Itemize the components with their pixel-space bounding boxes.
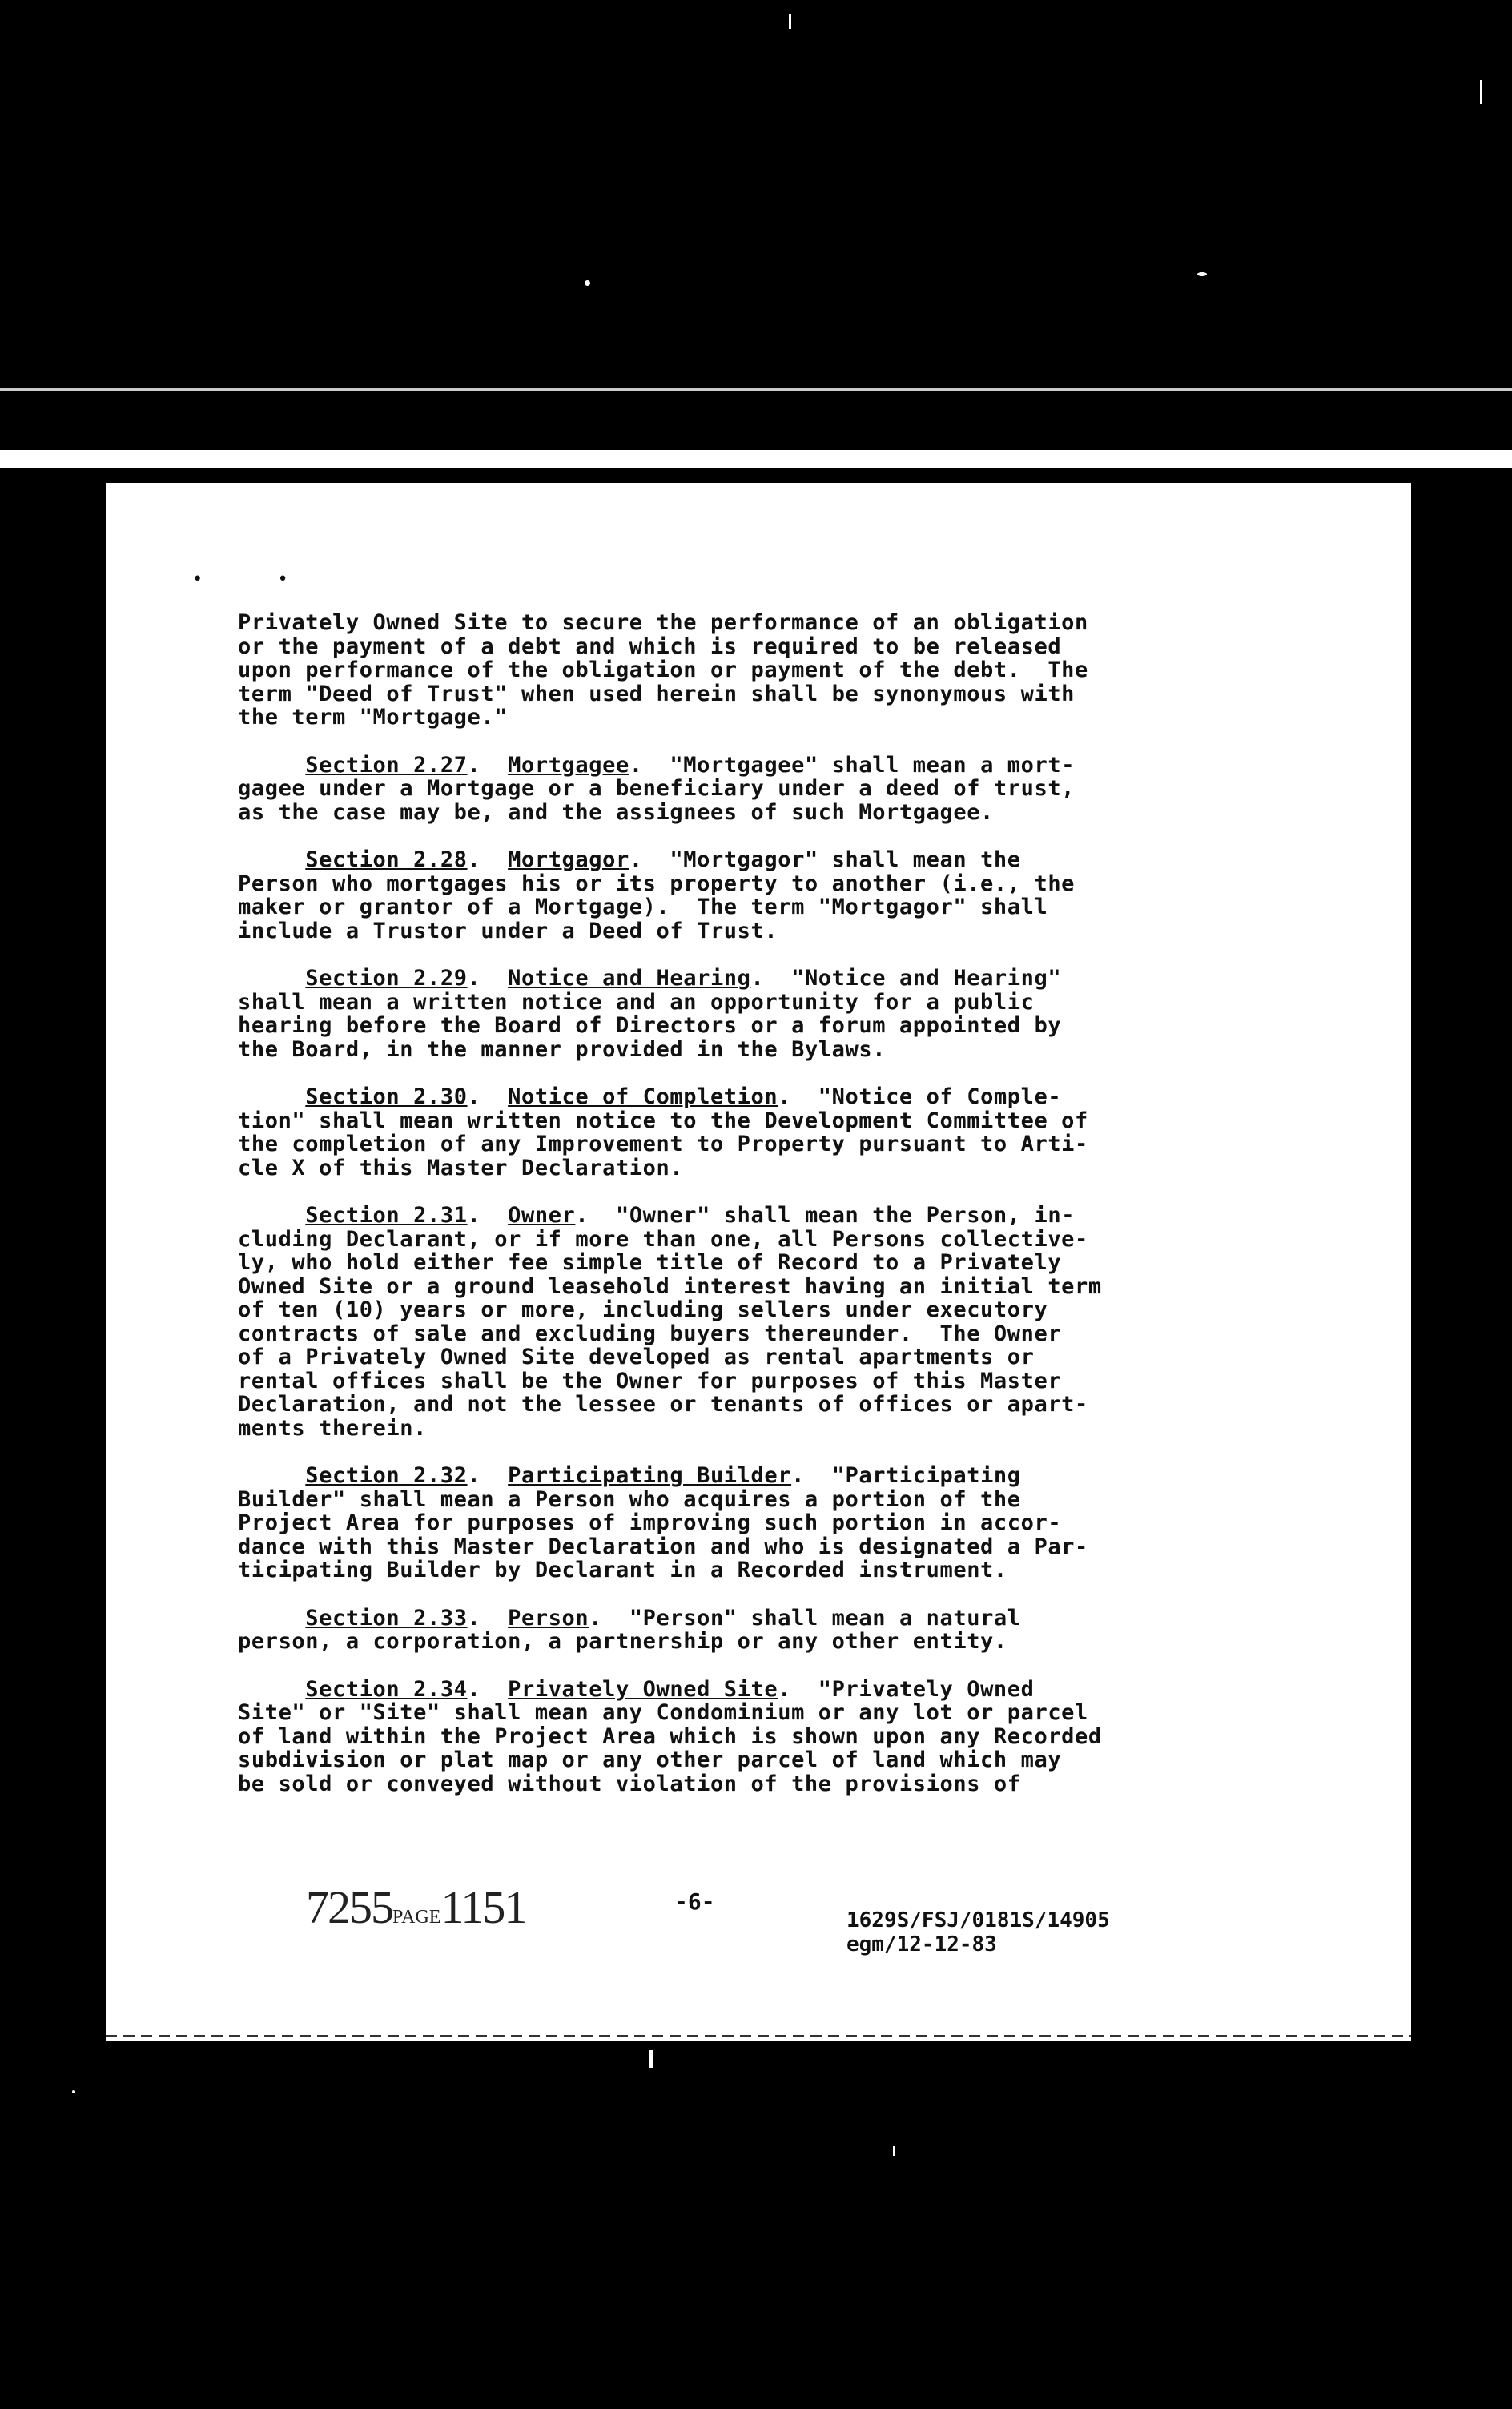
- text-line: of ten (10) years or more, including sellers under executory: [238, 1297, 1048, 1322]
- text-line: ly, who hold either fee simple title of Record to a Privately: [238, 1250, 1062, 1275]
- text-line: Declaration, and not the lessee or tenants of offices or apart-: [238, 1392, 1088, 1417]
- page-label: PAGE: [392, 1907, 441, 1928]
- text-line: ments therein.: [238, 1415, 427, 1441]
- text-line: subdivision or plat map or any other parcel of land which may: [238, 1747, 1062, 1772]
- text-line: Site" or "Site" shall mean any Condominium or any lot or parcel: [238, 1700, 1088, 1725]
- text-line: dance with this Master Declaration and who is designated a Par-: [238, 1534, 1088, 1559]
- text-line: tion" shall mean written notice to the Development Committee of: [238, 1108, 1088, 1133]
- text-line: Privately Owned Site to secure the performance of an obligation: [238, 610, 1088, 635]
- section-definition-start: . "Person" shall mean a natural: [589, 1605, 1021, 1631]
- page-number: -6-: [674, 1888, 715, 1915]
- section-paragraph: [238, 1085, 1359, 1180]
- section-paragraph: [238, 967, 1359, 1061]
- book-number: 7255: [306, 1881, 392, 1933]
- section-paragraph: [238, 754, 1359, 825]
- document-page: [106, 483, 1411, 2041]
- text-line: ticipating Builder by Declarant in a Recorded instrument.: [238, 1558, 1007, 1583]
- text-line: of a Privately Owned Site developed as rental apartments or: [238, 1345, 1035, 1369]
- paragraph-first-line: Section 2.31. Owner. "Owner" shall mean the Person, in-: [305, 1203, 1076, 1228]
- scan-border-band: [0, 450, 1512, 468]
- scan-speck: [649, 2050, 653, 2068]
- section-heading: Owner: [508, 1203, 576, 1228]
- section-definition-start: . "Mortgagee" shall mean a mort-: [629, 752, 1076, 778]
- section-paragraph: [238, 1204, 1359, 1440]
- paragraph-first-line: Section 2.27. Mortgagee. "Mortgagee" shall mean a mort-: [305, 752, 1076, 778]
- scan-speck: [1197, 272, 1207, 276]
- bottom-rule: [106, 2035, 1411, 2037]
- paragraph-first-line: Section 2.29. Notice and Hearing. "Notice and Hearing": [305, 966, 1062, 991]
- recording-stamp: [306, 1880, 525, 1934]
- section-paragraph: [238, 1464, 1359, 1583]
- section-paragraph: [238, 1678, 1359, 1796]
- text-line: include a Trustor under a Deed of Trust.: [238, 918, 778, 943]
- section-heading: Mortgagee: [508, 752, 629, 778]
- section-number: Section 2.27: [305, 752, 468, 778]
- text-line: of land within the Project Area which is shown upon any Recorded: [238, 1723, 1102, 1749]
- text-line: the completion of any Improvement to Property pursuant to Arti-: [238, 1132, 1088, 1156]
- section-heading: Participating Builder: [508, 1463, 792, 1488]
- scan-speck: [585, 280, 590, 286]
- text-line: the Board, in the manner provided in the Bylaws.: [238, 1036, 887, 1062]
- text-line: Builder" shall mean a Person who acquires a portion of the: [238, 1486, 1021, 1512]
- paragraph: [238, 611, 1359, 730]
- section-number: Section 2.28: [305, 847, 468, 872]
- recording-page: 1151: [440, 1881, 526, 1933]
- section-definition-start: . "Owner" shall mean the Person, in-: [575, 1203, 1076, 1228]
- text-line: term "Deed of Trust" when used herein shall be synonymous with: [238, 681, 1076, 706]
- text-line: cluding Declarant, or if more than one, all Persons collective-: [238, 1226, 1088, 1252]
- section-heading: Notice and Hearing: [508, 966, 751, 991]
- section-number: Section 2.34: [305, 1676, 468, 1702]
- document-reference: [846, 1908, 1110, 1957]
- section-heading: Privately Owned Site: [508, 1676, 778, 1702]
- text-line: shall mean a written notice and an opportunity for a public: [238, 989, 1035, 1015]
- doc-ref-line-2: egm/12-12-83: [846, 1932, 997, 1957]
- scan-border-line: [0, 388, 1512, 391]
- section-number: Section 2.32: [305, 1463, 468, 1488]
- scan-speck: [789, 14, 791, 29]
- scan-dots: • •: [192, 569, 320, 589]
- text-line: contracts of sale and excluding buyers thereunder. The Owner: [238, 1321, 1062, 1346]
- text-line: or the payment of a debt and which is required to be released: [238, 633, 1062, 659]
- section-paragraph: [238, 1607, 1359, 1654]
- section-heading: Notice of Completion: [508, 1084, 778, 1109]
- section-paragraph: [238, 848, 1359, 943]
- scan-speck: [72, 2090, 75, 2093]
- section-number: Section 2.30: [305, 1084, 468, 1109]
- scan-speck: [1480, 80, 1482, 104]
- text-line: Project Area for purposes of improving such portion in accor-: [238, 1510, 1062, 1535]
- section-definition-start: . "Notice of Comple-: [778, 1084, 1062, 1109]
- section-definition-start: . "Mortgagor" shall mean the: [629, 847, 1021, 872]
- text-line: upon performance of the obligation or payment of the debt. The: [238, 658, 1088, 682]
- paragraph-first-line: Section 2.28. Mortgagor. "Mortgagor" shall mean the: [305, 847, 1021, 872]
- text-line: gagee under a Mortgage or a beneficiary under a deed of trust,: [238, 776, 1076, 801]
- paragraph-first-line: Section 2.34. Privately Owned Site. "Privately Owned: [305, 1676, 1035, 1702]
- text-line: Person who mortgages his or its property to another (i.e., the: [238, 871, 1076, 896]
- paragraph-first-line: Section 2.30. Notice of Completion. "Notice of Comple-: [305, 1084, 1062, 1109]
- text-line: rental offices shall be the Owner for purposes of this Master: [238, 1368, 1062, 1394]
- paragraph-first-line: Section 2.32. Participating Builder. "Participating: [305, 1463, 1021, 1488]
- text-line: person, a corporation, a partnership or any other entity.: [238, 1629, 1007, 1654]
- text-line: the term "Mortgage.": [238, 705, 509, 730]
- section-number: Section 2.31: [305, 1203, 468, 1228]
- text-line: be sold or conveyed without violation of the provisions of: [238, 1771, 1021, 1796]
- section-definition-start: . "Privately Owned: [778, 1676, 1035, 1702]
- text-line: as the case may be, and the assignees of such Mortgagee.: [238, 799, 994, 825]
- document-body: [238, 611, 1359, 1820]
- section-heading: Mortgagor: [508, 847, 629, 872]
- section-number: Section 2.29: [305, 966, 468, 991]
- section-definition-start: . "Participating: [791, 1463, 1021, 1488]
- section-heading: Person: [508, 1605, 589, 1631]
- section-definition-start: . "Notice and Hearing": [750, 966, 1062, 991]
- section-number: Section 2.33: [305, 1605, 468, 1631]
- paragraph-first-line: Section 2.33. Person. "Person" shall mean a natural: [305, 1605, 1021, 1631]
- text-line: maker or grantor of a Mortgage). The term "Mortgagor" shall: [238, 895, 1048, 919]
- text-line: hearing before the Board of Directors or a forum appointed by: [238, 1013, 1062, 1038]
- scan-speck: [893, 2146, 895, 2156]
- doc-ref-line-1: 1629S/FSJ/0181S/14905: [846, 1908, 1110, 1932]
- text-line: cle X of this Master Declaration.: [238, 1155, 684, 1180]
- text-line: Owned Site or a ground leasehold interest having an initial term: [238, 1273, 1102, 1299]
